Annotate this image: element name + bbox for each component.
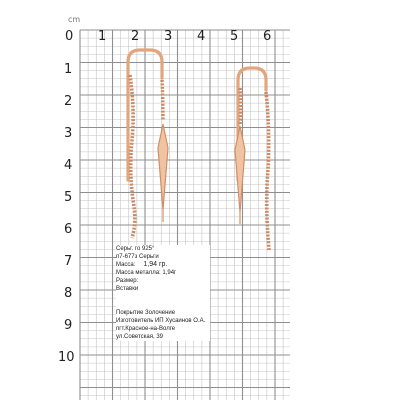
x-tick-2: 2 — [131, 29, 140, 44]
label-inserts: Вставки — [116, 286, 139, 292]
label-mass: Масса: 1,94 гр. — [116, 261, 168, 268]
right-earring-chain — [266, 92, 269, 250]
y-tick-3: 3 — [64, 126, 73, 141]
y-tick-4: 4 — [64, 158, 73, 173]
label-article: п7-677з Серьги — [116, 254, 159, 260]
y-tick-2: 2 — [64, 94, 73, 109]
label-maker: Изготовитель ИП Хусаинов О.А. — [116, 318, 206, 324]
x-tick-1: 1 — [98, 29, 107, 44]
y-tick-8: 8 — [64, 286, 73, 301]
label-coating: Покрытие Золочение — [116, 310, 176, 316]
y-tick-9: 9 — [64, 318, 73, 333]
y-tick-1: 1 — [64, 62, 73, 77]
left-earring-chain-short — [162, 80, 163, 120]
x-tick-3: 3 — [164, 29, 173, 44]
left-earring-spike — [158, 124, 168, 210]
x-tick-6: 6 — [263, 29, 272, 44]
label-mass-value: 1,94 гр. — [143, 261, 168, 268]
left-earring-chain — [130, 75, 135, 238]
label-address-1: пгт.Красное-на-Волге — [116, 326, 176, 332]
x-tick-5: 5 — [230, 29, 239, 44]
right-earring-chain-short — [240, 88, 241, 124]
y-tick-5: 5 — [64, 190, 73, 205]
y-tick-7: 7 — [64, 254, 73, 269]
product-label — [116, 245, 210, 341]
x-tick-0: 0 — [65, 29, 74, 44]
y-tick-10: 10 — [58, 350, 75, 365]
label-metal-mass: Масса металла: 1,94г — [116, 270, 177, 276]
y-tick-6: 6 — [64, 222, 73, 237]
label-size: Размер: — [116, 278, 139, 284]
x-tick-4: 4 — [197, 29, 206, 44]
label-address-2: ул.Советская, 39 — [116, 334, 163, 340]
ruler-unit: cm — [68, 15, 81, 24]
label-title: Серьг. го 925° — [116, 246, 155, 252]
